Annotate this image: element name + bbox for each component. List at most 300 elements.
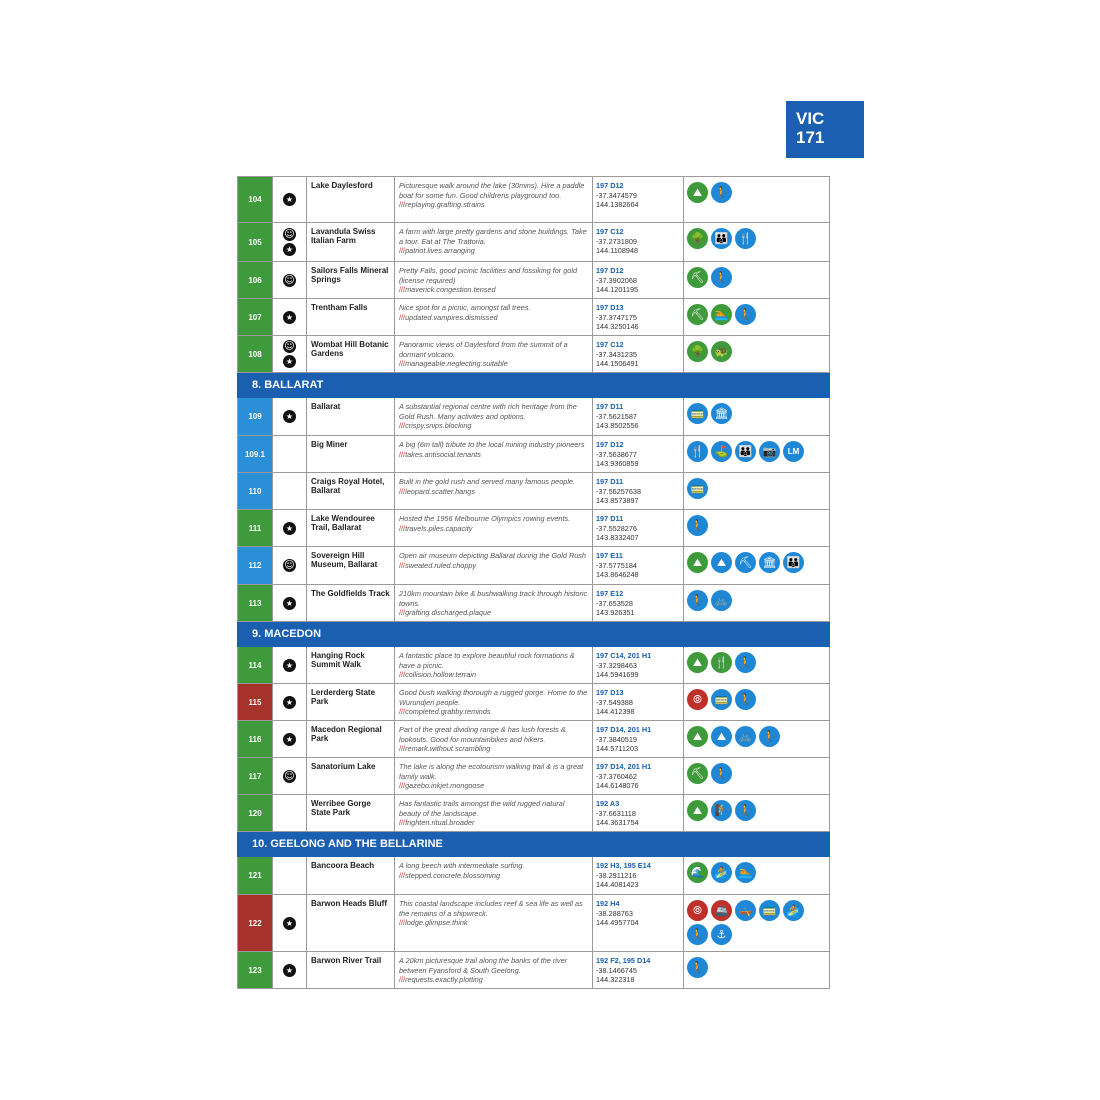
star-rating-icon [283,193,296,206]
activity-icon: 👪 [735,441,756,462]
what3words-address: /// requests.exactly.plotting [399,975,588,985]
map-reference [593,795,684,831]
what3words-address: /// leopard.scatter.hangs [399,487,588,497]
activity-icon: 🚶 [687,590,708,611]
map-reference [593,262,684,298]
activity-icon: 🍴 [711,652,732,673]
longitude: 144.3250146 [596,322,639,332]
site-description [395,336,593,372]
activity-icons [684,473,829,509]
map-reference [593,398,684,435]
activity-icons [684,398,829,435]
activity-icons [684,436,829,472]
rating-cell [272,510,307,546]
description-text: Picturesque walk around the lake (30mins). Hire a paddle boat for some fun. Good childrens playground too. [399,181,585,200]
description-text: Good bush walking thorough a rugged gorge. Home to the Wurundjeri people. [399,688,588,707]
table-row [237,952,830,989]
section-header-macedon: 9. MACEDON [237,622,830,647]
description-text: A 20km picturesque trail along the banks of the river between Fyansford & South Geelong. [399,956,568,975]
longitude: 144.1506491 [596,359,639,369]
description-text: Pretty Falls, good picinic facilities and fossiking for gold (license required) [399,266,578,285]
section-header-ballarat: 8. BALLARAT [237,373,830,398]
activity-icon: LM [783,441,804,462]
activity-icon: 🚶 [687,957,708,978]
map-grid-ref: 197 D12 [596,266,624,275]
star-rating-icon [283,243,296,256]
site-number: 116 [238,721,272,757]
table-row [237,758,830,795]
latitude: -37.5528276 [596,523,637,533]
description-text: A substantial regional centre with rich heritage from the Gold Rush. Many activites and options. [399,402,577,421]
activity-icon: 🚲 [711,590,732,611]
longitude: 144.5941699 [596,670,639,680]
star-rating-icon [283,355,296,368]
table-row [237,684,830,721]
longitude: 144.412398 [596,707,635,717]
map-grid-ref: 197 D13 [596,303,624,312]
activity-icon: 🌊 [687,862,708,883]
group-c [237,647,830,832]
activity-icon: ⛏ [687,267,708,288]
activity-icons [684,336,829,372]
site-number: 106 [238,262,272,298]
site-name: Barwon Heads Bluff [307,895,395,951]
what3words-address: /// travels.piles.capacity [399,524,588,534]
activity-icon: 🌳 [687,341,708,362]
activity-icon: 🏄 [711,862,732,883]
star-rating-icon [283,964,296,977]
activity-icon: 🏊 [711,304,732,325]
activity-icon: ⛰ [687,182,708,203]
site-name: Sailors Falls Mineral Springs [307,262,395,298]
site-name: Barwon River Trail [307,952,395,988]
activity-icon: ⦾ [687,900,708,921]
site-name: Sanatorium Lake [307,758,395,794]
longitude: 144.3631754 [596,818,639,828]
map-grid-ref: 197 D14, 201 H1 [596,725,652,734]
latitude: -37.2731809 [596,236,637,246]
description-text: A farm with large pretty gardens and stone buildings. Take a tour. Eat at The Trattoria. [399,227,587,246]
site-description [395,684,593,720]
activity-icons [684,895,829,951]
activity-icon: 🚢 [711,900,732,921]
site-name: Big Miner [307,436,395,472]
activity-icon: 🚶 [711,267,732,288]
latitude: -38.2911216 [596,870,637,880]
site-number: 109 [238,398,272,435]
star-rating-icon [283,522,296,535]
section-header-geelong: 10. GEELONG AND THE BELLARINE [237,832,830,857]
site-description [395,398,593,435]
activity-icon: 🚶 [735,689,756,710]
activity-icons [684,647,829,683]
latitude: -37.653528 [596,598,633,608]
site-number: 111 [238,510,272,546]
latitude: -37.3840519 [596,734,637,744]
longitude: 144.1382664 [596,200,639,210]
map-reference [593,177,684,222]
star-rating-icon [283,733,296,746]
smiley-rating-icon [283,340,296,353]
table-row [237,336,830,373]
description-text: The lake is along the ecotourism walking trail & is a great family walk. [399,762,584,781]
star-rating-icon [283,311,296,324]
map-reference [593,436,684,472]
description-text: 210km mountain bike & bushwalking track through historic towns. [399,589,588,608]
rating-cell [272,473,307,509]
longitude: 144.4957704 [596,918,639,928]
site-name: Craigs Royal Hotel, Ballarat [307,473,395,509]
map-grid-ref: 197 E11 [596,551,623,560]
map-reference [593,684,684,720]
site-number: 122 [238,895,272,951]
page-number: 171 [796,128,825,147]
longitude: 143.8646248 [596,570,639,580]
activity-icons [684,223,829,261]
activity-icon: 🍴 [687,441,708,462]
what3words-address: /// grafting.discharged.plaque [399,608,588,618]
site-description [395,547,593,584]
rating-cell [272,952,307,988]
rating-cell [272,721,307,757]
map-grid-ref: 197 C14, 201 H1 [596,651,652,660]
activity-icon: 🍴 [735,228,756,249]
activity-icons [684,721,829,757]
site-description [395,758,593,794]
rating-cell [272,177,307,222]
star-rating-icon [283,659,296,672]
latitude: -37.5638677 [596,449,637,459]
activity-icon: 👪 [711,228,732,249]
table-row [237,510,830,547]
rating-cell [272,398,307,435]
group-b [237,398,830,622]
what3words-address: /// takes.antisocial.tenants [399,450,588,460]
activity-icon: 🚶 [711,182,732,203]
site-name: Ballarat [307,398,395,435]
rating-cell [272,223,307,261]
activity-icon: 🚃 [759,900,780,921]
longitude: 143.8573897 [596,496,639,506]
site-description [395,952,593,988]
site-description [395,795,593,831]
page-tab [786,101,864,158]
smiley-rating-icon [283,274,296,287]
group-d [237,857,830,989]
table-row [237,547,830,585]
attractions-table [237,176,830,989]
site-number: 121 [238,857,272,894]
site-name: Bancoora Beach [307,857,395,894]
activity-icon: ⛳ [711,441,732,462]
activity-icon: 🧗 [711,800,732,821]
table-row [237,721,830,758]
site-name: Sovereign Hill Museum, Ballarat [307,547,395,584]
activity-icon: ⛰ [711,726,732,747]
activity-icons [684,299,829,335]
map-grid-ref: 197 D13 [596,688,624,697]
activity-icon: 🚶 [735,304,756,325]
map-grid-ref: 197 D11 [596,402,624,411]
site-description [395,895,593,951]
map-reference [593,510,684,546]
description-text: Panoramic views of Daylesford from the summit of a dormant volcano. [399,340,568,359]
latitude: -38.288763 [596,908,633,918]
table-row [237,585,830,622]
site-name: Macedon Regional Park [307,721,395,757]
table-row [237,398,830,436]
star-rating-icon [283,696,296,709]
activity-icon: 🏊 [735,862,756,883]
latitude: -37.3431235 [596,349,637,359]
latitude: -37.549388 [596,697,633,707]
what3words-address: /// manageable.neglecting.suitable [399,359,588,369]
longitude: 143.9360859 [596,459,639,469]
longitude: 144.1201195 [596,285,639,295]
map-reference [593,952,684,988]
site-name: Werribee Gorge State Park [307,795,395,831]
site-number: 108 [238,336,272,372]
latitude: -37.6631118 [596,808,636,818]
rating-cell [272,895,307,951]
description-text: Nice spot for a picnic, amongst tall trees. [399,303,531,312]
what3words-address: /// frighten.ritual.broader [399,818,588,828]
map-reference [593,336,684,372]
activity-icon: 🚃 [687,478,708,499]
activity-icons [684,857,829,894]
latitude: -37.3747175 [596,312,637,322]
activity-icon: 🚶 [687,924,708,945]
activity-icons [684,177,829,222]
site-number: 114 [238,647,272,683]
site-description [395,436,593,472]
activity-icons [684,952,829,988]
site-number: 110 [238,473,272,509]
activity-icons [684,510,829,546]
what3words-address: /// lodge.glimpse.think [399,918,588,928]
activity-icons [684,758,829,794]
description-text: A long beech with intermediate surfing. [399,861,525,870]
activity-icon: ⛏ [687,763,708,784]
activity-icon: ⛏ [687,304,708,325]
activity-icons [684,585,829,621]
table-row [237,895,830,952]
description-text: Open air museum depicting Ballarat during the Gold Rush [399,551,586,560]
site-description [395,262,593,298]
site-number: 115 [238,684,272,720]
site-number: 109.1 [238,436,272,472]
activity-icons [684,684,829,720]
description-text: Hosted the 1956 Melbourne Olympics rowing events. [399,514,571,523]
latitude: -37.3902068 [596,275,637,285]
smiley-rating-icon [283,770,296,783]
map-reference [593,473,684,509]
activity-icon: ⚓ [711,924,732,945]
what3words-address: /// stepped.concrete.blossoming [399,871,588,881]
map-reference [593,721,684,757]
site-description [395,857,593,894]
rating-cell [272,436,307,472]
activity-icon: ⛰ [687,552,708,573]
what3words-address: /// remark.without.scrambling [399,744,588,754]
map-grid-ref: 197 C12 [596,227,624,236]
map-grid-ref: 197 E12 [596,589,624,598]
site-name: Lake Daylesford [307,177,395,222]
table-row [237,647,830,684]
smiley-rating-icon [283,559,296,572]
rating-cell [272,585,307,621]
activity-icon: 🚲 [735,726,756,747]
site-name: Hanging Rock Summit Walk [307,647,395,683]
site-number: 105 [238,223,272,261]
description-text: A big (6m tall) tribute to the local mining industry pioneers [399,440,585,449]
activity-icon: ⛰ [711,552,732,573]
activity-icons [684,795,829,831]
rating-cell [272,547,307,584]
table-row [237,857,830,895]
star-rating-icon [283,597,296,610]
map-grid-ref: 197 D12 [596,440,624,449]
site-number: 112 [238,547,272,584]
map-grid-ref: 197 D14, 201 H1 [596,762,652,771]
what3words-address: /// sweated.ruled.choppy [399,561,588,571]
longitude: 143.926351 [596,608,635,618]
activity-icon: 📷 [759,441,780,462]
map-grid-ref: 197 D11 [596,477,624,486]
activity-icon: 🌳 [687,228,708,249]
site-description [395,177,593,222]
latitude: -37.5775184 [596,560,637,570]
what3words-address: /// completed.grabby.reminds [399,707,588,717]
map-reference [593,895,684,951]
rating-cell [272,795,307,831]
activity-icon: ⛰ [687,652,708,673]
rating-cell [272,336,307,372]
activity-icon: 🚶 [687,515,708,536]
site-description [395,299,593,335]
site-number: 104 [238,177,272,222]
latitude: -38.1466745 [596,965,637,975]
star-rating-icon [283,410,296,423]
table-row [237,436,830,473]
table-row [237,795,830,832]
activity-icon: 🚶 [759,726,780,747]
site-name: Wombat Hill Botanic Gardens [307,336,395,372]
map-reference [593,647,684,683]
rating-cell [272,684,307,720]
site-number: 113 [238,585,272,621]
site-number: 107 [238,299,272,335]
description-text: A fantastic place to explore beautiful rock formations & have a picnic. [399,651,575,670]
latitude: -37.56257638 [596,486,642,496]
map-reference [593,758,684,794]
description-text: Part of the great dividing range & has lush forests & lookouts. Good for mountainbikes and hikers. [399,725,566,744]
map-grid-ref: 192 H3, 195 E14 [596,861,651,870]
activity-icon: 🚶 [735,652,756,673]
site-name: Lavandula Swiss Italian Farm [307,223,395,261]
activity-icon: 🏛 [759,552,780,573]
map-grid-ref: 197 D12 [596,181,624,190]
table-row [237,223,830,262]
longitude: 144.322318 [596,975,635,985]
description-text: Built in the gold rush and served many famous people. [399,477,576,486]
table-row [237,473,830,510]
activity-icons [684,262,829,298]
site-description [395,721,593,757]
activity-icon: 🚃 [711,689,732,710]
longitude: 143.8502556 [596,421,639,431]
latitude: -37.3760462 [596,771,637,781]
map-grid-ref: 197 D11 [596,514,624,523]
activity-icon: ⛰ [687,800,708,821]
activity-icon: 🚃 [687,403,708,424]
longitude: 144.6148076 [596,781,639,791]
site-name: Lake Wendouree Trail, Ballarat [307,510,395,546]
rating-cell [272,299,307,335]
longitude: 144.5711203 [596,744,639,754]
what3words-address: /// maverick.congestion.tensed [399,285,588,295]
site-description [395,510,593,546]
map-reference [593,223,684,261]
activity-icon: ⛰ [687,726,708,747]
map-grid-ref: 197 C12 [596,340,624,349]
group-a [237,176,830,373]
what3words-address: /// updated.vampires.dismissed [399,313,588,323]
table-row [237,262,830,299]
smiley-rating-icon [283,228,296,241]
site-description [395,585,593,621]
longitude: 144.1108948 [596,246,639,256]
map-grid-ref: 192 A3 [596,799,620,808]
activity-icon: 🛶 [735,900,756,921]
map-grid-ref: 192 H4 [596,899,620,908]
table-row [237,299,830,336]
map-reference [593,857,684,894]
table-row [237,176,830,223]
activity-icon: 🐢 [711,341,732,362]
what3words-address: /// replaying.grafting.strains [399,200,588,210]
latitude: -37.5621587 [596,411,637,421]
site-name: Lerderderg State Park [307,684,395,720]
activity-icon: 🚶 [711,763,732,784]
site-name: Trentham Falls [307,299,395,335]
map-reference [593,299,684,335]
what3words-address: /// crispy.snips.blocking [399,421,588,431]
activity-icon: 👪 [783,552,804,573]
activity-icons [684,547,829,584]
activity-icon: ⛏ [735,552,756,573]
star-rating-icon [283,917,296,930]
description-text: This coastal landscape includes reef & sea life as well as the remains of a shipwreck. [399,899,583,918]
site-number: 120 [238,795,272,831]
what3words-address: /// patriot.lives.arranging [399,246,588,256]
site-description [395,223,593,261]
latitude: -37.3298463 [596,660,637,670]
what3words-address: /// gazebo.inkjet.mongoose [399,781,588,791]
site-description [395,647,593,683]
description-text: Has fantastic trails amongst the wild rugged natural beauty of the landscape. [399,799,565,818]
longitude: 144.4081423 [596,880,639,890]
site-number: 117 [238,758,272,794]
activity-icon: 🏄 [783,900,804,921]
site-name: The Goldfields Track [307,585,395,621]
activity-icon: 🏛 [711,403,732,424]
site-description [395,473,593,509]
map-reference [593,547,684,584]
activity-icon: 🚶 [735,800,756,821]
latitude: -37.3474579 [596,190,637,200]
rating-cell [272,262,307,298]
